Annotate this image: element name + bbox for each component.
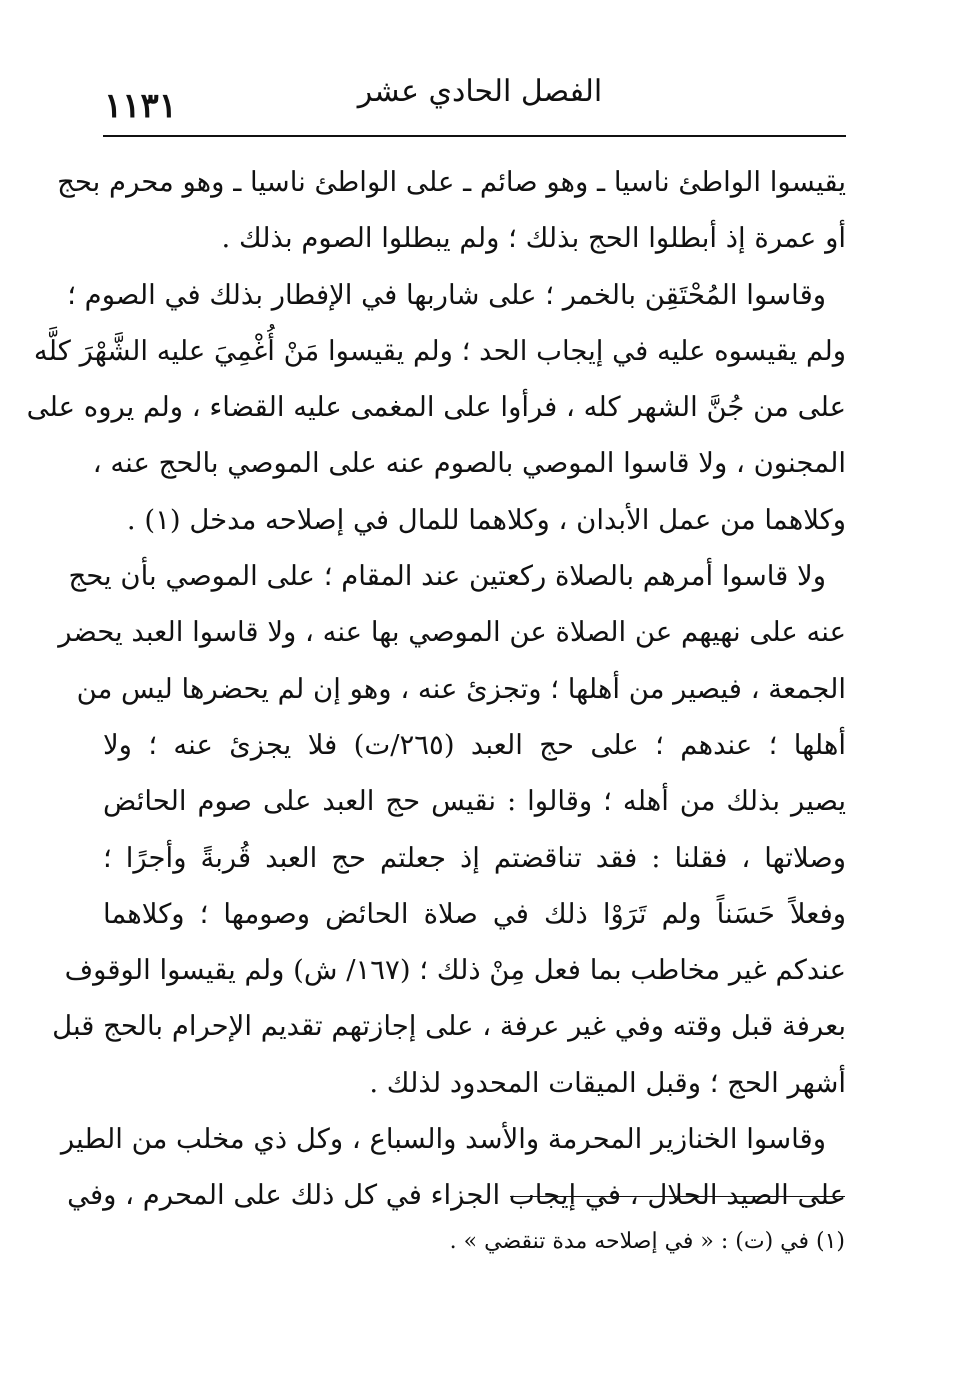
running-title: الفصل الحادي عشر [357, 74, 603, 109]
footnote-rule [510, 1196, 845, 1197]
body-line: وصلاتها ، فقلنا : فقد تناقضتم إذ جعلتم حج العبد قُربةً وأجرًا ؛ [103, 841, 846, 874]
header-rule [103, 135, 846, 137]
page-number: ١١٣١ [104, 86, 178, 126]
body-line: بعرفة قبل وقته وفي غير عرفة ، على إجازتهم تقديم الإحرام بالحج قبل [52, 1010, 846, 1043]
body-line: أهلها ؛ عندهم ؛ على حج العبد (٢٦٥/ت) فلا يجزئ عنه ؛ ولا [103, 728, 846, 761]
body-line: وكلاهما من عمل الأبدان ، وكلاهما للمال في إصلاحه مدخل (١) . [126, 503, 846, 536]
body-line: أشهر الحج ؛ وقبل الميقات المحدود لذلك . [369, 1066, 846, 1099]
footnote: (١) في (ت) : « في إصلاحه مدة تنقضي » . [449, 1229, 845, 1254]
body-line: ولا قاسوا أمرهم بالصلاة ركعتين عند المقام ؛ على الموصي بأن يحج [68, 560, 826, 593]
body-line: وفعلاً حَسَناً ولم تَرَوْا ذلك في صلاة الحائض وصومها ؛ وكلاهما [103, 897, 846, 930]
body-line: على من جُنَّ الشهر كله ، فرأوا على المغمى عليه القضاء ، ولم يروه على [26, 391, 846, 424]
body-line: الجمعة ، فيصير من أهلها ؛ وتجزئ عنه ، وهو إن لم يحضرها ليس من [76, 672, 846, 705]
body-line: وقاسوا الخنازير المحرمة والأسد والسباع ، وكل ذي مخلب من الطير [60, 1123, 826, 1156]
body-text [26, 154, 846, 1224]
body-line: يقيسوا الواطئ ناسيا ـ وهو صائم ـ على الواطئ ناسيا ـ وهو محرم بحج [57, 166, 846, 198]
body-line: عندكم غير مخاطب بما فعل مِنْ ذلك ؛ (١٦٧/ ش) ولم يقيسوا الوقوف [64, 954, 846, 987]
body-line: ولم يقيسوه عليه في إيجاب الحد ؛ ولم يقيسوا مَنْ أُغْمِيَ عليه الشَّهْرَ كلَّه [33, 334, 846, 367]
body-line: يصير بذلك من أهله ؛ وقالوا : نقيس حج العبد على صوم الحائض [103, 785, 846, 818]
body-line: المجنون ، ولا قاسوا الموصي بالصوم عنه على الموصي بالحج عنه ، [92, 447, 846, 480]
body-line: أو عمرة إذ أبطلوا الحج بذلك ؛ ولم يبطلوا الصوم بذلك . [221, 222, 846, 255]
body-line: عنه على نهيهم عن الصلاة عن الموصي بها عنه ، ولا قاسوا العبد يحضر [58, 616, 846, 649]
body-line: على الصيد الحلال ، في إيجاب الجزاء في كل ذلك على المحرم ، وفي [67, 1179, 846, 1212]
body-line: وقاسوا المُحْتَقِن بالخمر ؛ على شاربها في الإفطار بذلك في الصوم ؛ [67, 278, 826, 311]
